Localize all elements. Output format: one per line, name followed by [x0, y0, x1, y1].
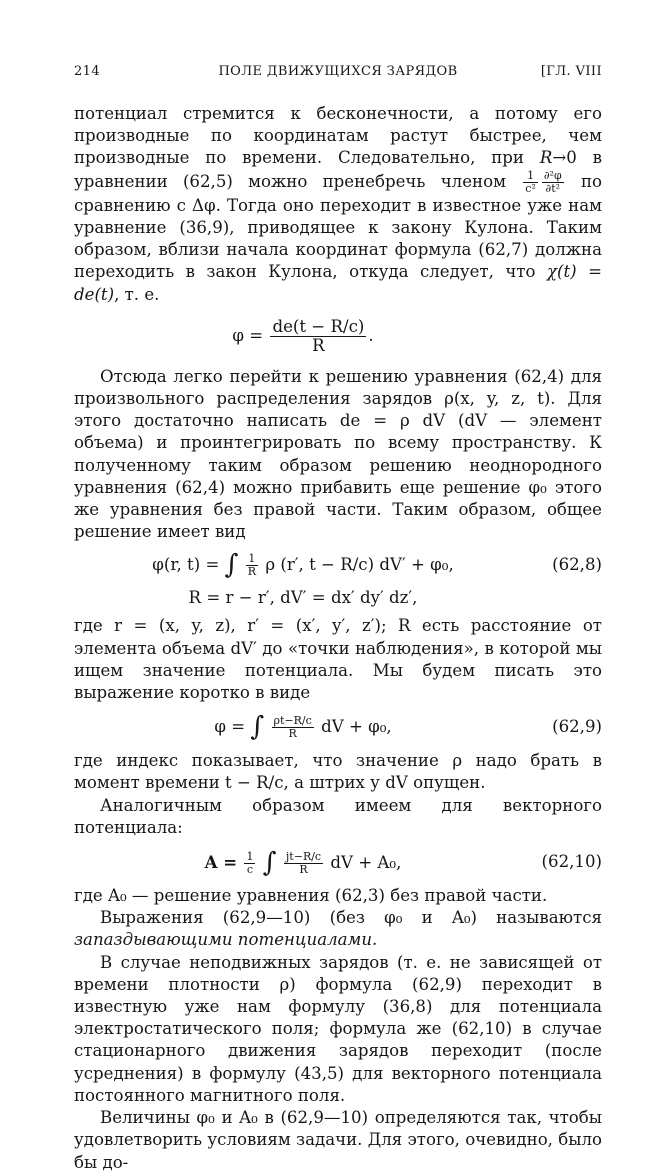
equation-number: (62,9): [552, 717, 602, 737]
paragraph-9: Величины φ₀ и A₀ в (62,9—10) определяются так, чтобы удовлетворить условиям задачи. Для этого, очевидно, было бы до-: [74, 1108, 602, 1172]
paragraph-7: Выражения (62,9—10) (без φ₀ и A₀) называются запаздывающими потенциалами.: [74, 908, 602, 950]
paragraph-5: Аналогичным образом имеем для векторного потенциала:: [74, 795, 602, 837]
equation-number: (62,8): [552, 555, 602, 575]
equation-62-10: A = $\frac{1}{c}$ ∫ $\frac{jt-R/c}{R}$ dV + A₀, (62,10): [74, 841, 602, 883]
equation-number: (62,10): [541, 852, 602, 872]
paragraph-8: В случае неподвижных зарядов (т. е. не зависящей от времени плотности ρ) формула (62,9) переходит в известную уже нам формулу (36,8) для потенциала электростатического поля; формула же (62,10) в случае стационарного движения зарядов переходит (после усреднения) в формулу (43,5) для векторного потенциала постоянного магнитного поля.: [74, 952, 602, 1105]
paragraph-4: где индекс показывает, что значение ρ надо брать в момент времени t − R/c, а штрих у dV опущен.: [74, 751, 602, 793]
running-header: [74, 64, 602, 86]
fraction-d2phi-dt2: $\frac{\text{∂²φ}}{\text{∂t²}}$: [543, 168, 562, 195]
running-title: ПОЛЕ ДВИЖУЩИХСЯ ЗАРЯДОВ: [218, 64, 458, 79]
fraction-de-over-R: $\frac{de(t - R/c)}{R}$: [272, 316, 365, 355]
equation-coulomb-retarded: φ = $\frac{de(t - R/c)}{R}$ .: [232, 316, 374, 355]
paragraph-3: где r = (x, y, z), r′ = (x′, y′, z′); R есть расстояние от элемента объема dV′ до «точки наблюдения», в которой мы ищем значение потенциала. Мы будем писать это выражение коротко в виде: [74, 616, 602, 703]
paragraph-1: потенциал стремится к бесконечности, а потому его производные по координатам растут быстрее, чем производные по времени. Следовательно, при R→0 в уравнении (62,5) можно пренебречь членом $\frac{1}{\text{c²}}$ $\frac{\text{∂²φ}}{\text{∂t²}}$ по сравнению с Δφ. Тогда оно переходит в известное уже нам уравнение (36,9), приводящее к закону Кулона. Таким образом, вблизи начала координат формула (62,7) должна переходить в закон Кулона, откуда следует, что χ(t) = de(t), т. е.: [74, 104, 603, 304]
body-text: [74, 103, 602, 1174]
page-number: 214: [74, 64, 101, 79]
equation-62-9: φ = ∫ $\frac{\rho t-R/c}{R}$ dV + φ₀, (62,9): [74, 706, 602, 748]
fraction-one-over-c2: $\frac{1}{\text{c²}}$: [525, 168, 536, 195]
equation-62-8-definitions: R = r − r′, dV′ = dx′ dy′ dz′,: [188, 588, 418, 608]
equation-62-8: φ(r, t) = ∫ $\frac{1}{R}$ ρ (r′, t − R/c) dV′ + φ₀, (62,8): [74, 545, 602, 585]
chapter-label: [ГЛ. VIII: [540, 64, 602, 79]
paragraph-2: Отсюда легко перейти к решению уравнения (62,4) для произвольного распределения зарядов ρ(x, y, z, t). Для этого достаточно написать de = ρ dV (dV — элемент объема) и проинтегрировать по всему пространству. К полученному таким образом решению неоднородного уравнения (62,4) можно прибавить еще решение φ₀ этого же уравнения без правой части. Таким образом, общее решение имеет вид: [74, 366, 602, 542]
paragraph-6: где A₀ — решение уравнения (62,3) без правой части.: [74, 886, 548, 906]
